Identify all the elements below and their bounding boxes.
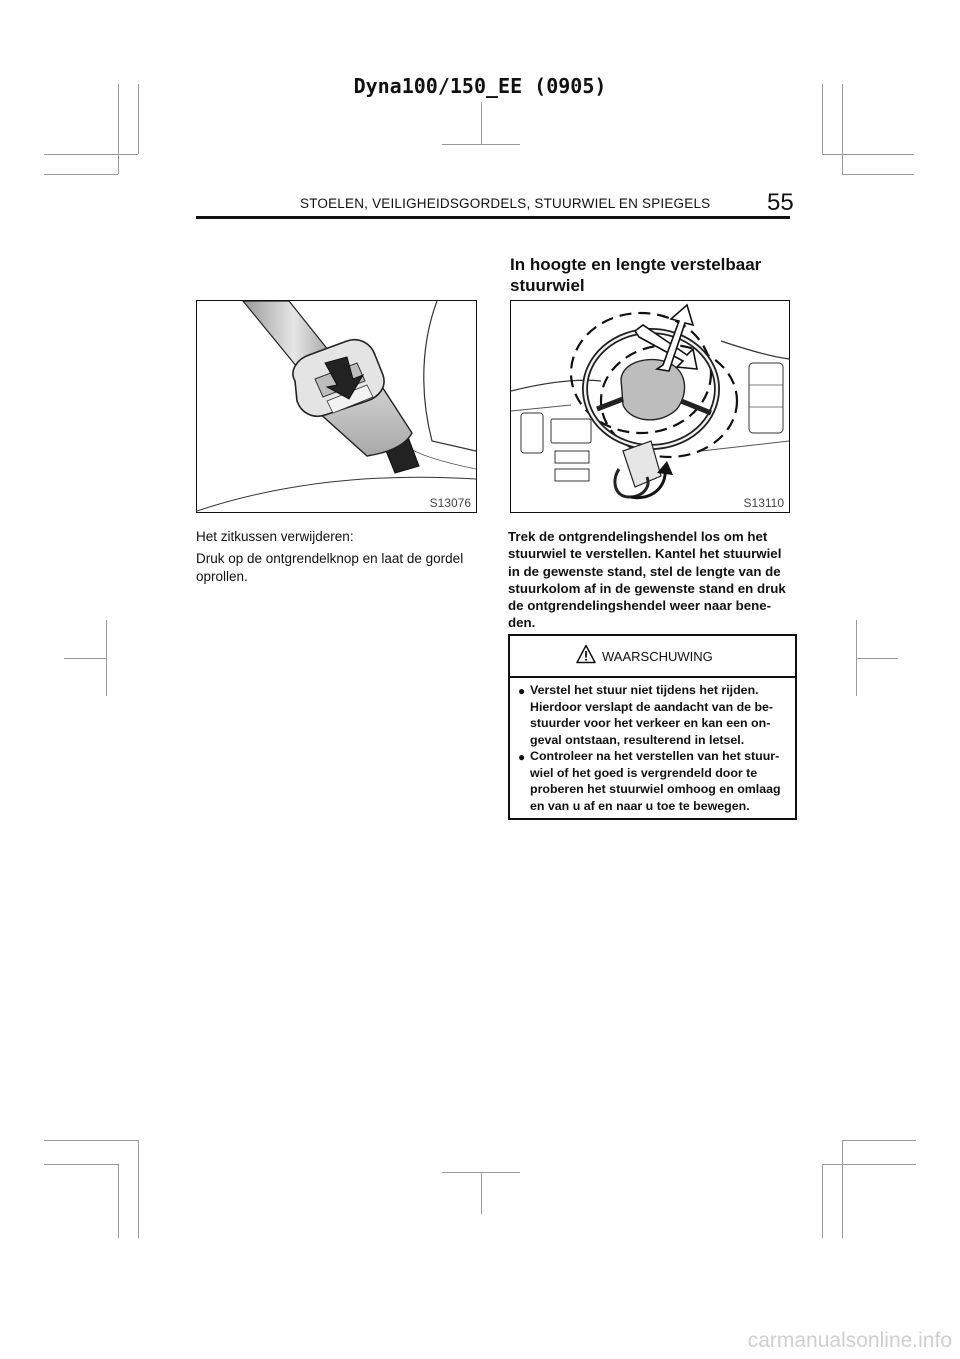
seatbelt-buckle-illustration <box>197 301 476 512</box>
text-line: de ontgrendelingshendel weer naar bene- <box>508 598 772 614</box>
warning-item <box>518 748 790 814</box>
running-head: STOELEN, VEILIGHEIDSGORDELS, STUURWIEL EN SPIEGELS <box>300 196 711 211</box>
warning-item <box>518 682 790 748</box>
text-line: geval ontstaan, resulterend in letsel. <box>530 732 745 747</box>
text-line: Druk op de ontgrendelknop en laat de gordel <box>196 551 464 566</box>
warning-title: WAARSCHUWING <box>602 649 713 664</box>
warning-triangle-icon <box>576 644 596 664</box>
seatbelt-buckle-figure <box>196 300 477 513</box>
text-line: proberen het stuurwiel omhoog en omlaag <box>530 782 781 796</box>
steering-wheel-figure <box>510 300 790 513</box>
text-line: den. <box>508 615 536 631</box>
watermark: carmanualsonline.info <box>747 1329 952 1352</box>
instruction-paragraph <box>508 528 808 632</box>
document-title: Dyna100/150_EE (0905) <box>353 74 607 98</box>
text-line: stuurkolom af in de gewenste stand en druk <box>508 580 786 596</box>
text-line: en van u af en naar u toe te bewegen. <box>530 798 750 813</box>
left-paragraph-1: Het zitkussen verwijderen: <box>196 529 354 544</box>
figure-code: S13076 <box>429 496 471 510</box>
text-line: Controleer na het verstellen van het stuur- <box>530 749 780 763</box>
text-line: stuurder voor het verkeer en kan een on- <box>530 716 771 730</box>
warning-header <box>510 636 795 678</box>
bullet-icon: ● <box>518 684 526 698</box>
bullet-icon: ● <box>518 750 526 764</box>
left-paragraph-2 <box>196 550 486 585</box>
section-heading-line: In hoogte en lengte verstelbaar <box>510 255 762 274</box>
text-line: oprollen. <box>196 568 248 584</box>
text-line: Trek de ontgrendelingshendel los om het <box>508 529 768 544</box>
page-number: 55 <box>767 189 794 216</box>
text-line: stuurwiel te verstellen. Kantel het stuurwiel <box>508 546 782 562</box>
warning-box <box>508 634 797 820</box>
section-heading <box>510 254 800 296</box>
section-heading-line: stuurwiel <box>510 276 585 295</box>
text-line: wiel of het goed is vergrendeld door te <box>530 765 758 780</box>
text-line: Verstel het stuur niet tijdens het rijden. <box>530 683 759 697</box>
figure-code: S13110 <box>743 496 784 510</box>
text-line: Hierdoor verslapt de aandacht van de be- <box>530 699 774 714</box>
steering-wheel-illustration <box>511 301 789 512</box>
header-rule <box>196 216 790 219</box>
text-line: in de gewenste stand, stel de lengte van de <box>508 563 781 579</box>
